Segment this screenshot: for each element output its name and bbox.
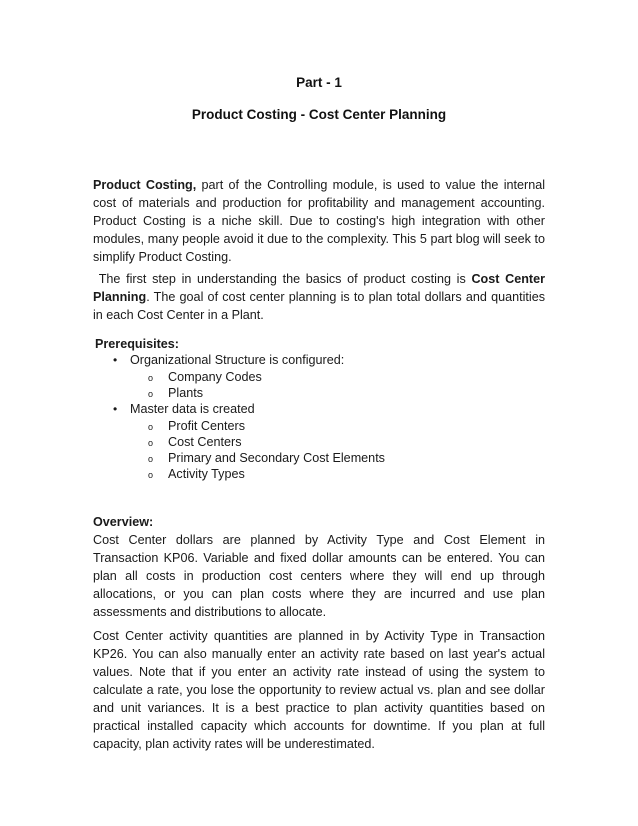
intro-lead-bold: Product Costing, — [93, 178, 197, 192]
circle-bullet-icon: o — [148, 421, 154, 432]
list-item — [130, 369, 545, 385]
list-item-label: Activity Types — [168, 467, 245, 482]
intro-paragraph — [93, 176, 545, 266]
overview-section — [93, 513, 545, 621]
overview-heading: Overview: — [93, 515, 154, 529]
circle-bullet-icon: o — [148, 437, 154, 448]
overview-paragraph-1: Cost Center dollars are planned by Activity Type and Cost Element in Transaction KP06. Variable and fixed dollar amounts can be entered. You can plan all costs in production cost centers where they will end up through allocations, or you can plan costs where they are incurred and use plan assessments and distributions to allocate. — [93, 533, 545, 619]
first-step-text-b: . The goal of cost center planning is to plan total dollars and quantities in each Cost Center in a Plant. — [93, 290, 545, 322]
list-item — [130, 418, 545, 434]
list-item-label: Primary and Secondary Cost Elements — [168, 451, 385, 466]
list-item-label: Master data is created — [130, 402, 255, 417]
sub-list — [130, 418, 545, 483]
first-step-paragraph — [93, 270, 545, 324]
list-item-label: Company Codes — [168, 369, 262, 384]
prerequisites-heading: Prerequisites: — [95, 337, 179, 351]
first-step-bold: Cost Center Planning — [93, 272, 546, 304]
list-item-label: Organizational Structure is configured: — [130, 353, 345, 367]
bullet-icon: • — [113, 353, 118, 367]
list-item-label: Profit Centers — [168, 418, 245, 433]
list-item — [130, 385, 545, 401]
first-step-text-a: The first step in understanding the basics of product costing is — [93, 272, 472, 286]
part-heading: Part - 1 — [296, 75, 342, 90]
bullet-icon: • — [113, 402, 118, 417]
sub-list — [130, 369, 545, 402]
prerequisites-list — [95, 352, 545, 483]
circle-bullet-icon: o — [148, 372, 154, 383]
list-item — [130, 466, 545, 482]
circle-bullet-icon: o — [148, 470, 154, 481]
list-item — [130, 434, 545, 450]
circle-bullet-icon: o — [148, 454, 154, 465]
intro-text: part of the Controlling module, is used to value the internal cost of materials and production for profitability and management accounting. Product Costing is a niche skill. Due to costing's high integration with other modules, many people avoid it due to the complexity. This 5 part blog will seek to simplify Product Costing. — [93, 178, 546, 264]
circle-bullet-icon: o — [148, 388, 154, 399]
list-item — [130, 450, 545, 466]
list-item-label: Cost Centers — [168, 434, 242, 449]
list-item — [95, 352, 545, 401]
page-title: Product Costing - Cost Center Planning — [191, 107, 447, 122]
prerequisites-section — [95, 336, 545, 483]
list-item-label: Plants — [168, 385, 204, 400]
list-item — [95, 401, 545, 483]
overview-paragraph-2: Cost Center activity quantities are planned in by Activity Type in Transaction KP26. You can also manually enter an activity rate based on last year's actual values. Note that if you enter an activity rate instead of using the system to calculate a rate, you lose the opportunity to review actual vs. plan and see dollar and unit variances. It is a best practice to plan activity quantities based on practical installed capacity which accounts for downtime. If you plan at full capacity, plan activity rates will be underestimated. — [93, 629, 545, 751]
